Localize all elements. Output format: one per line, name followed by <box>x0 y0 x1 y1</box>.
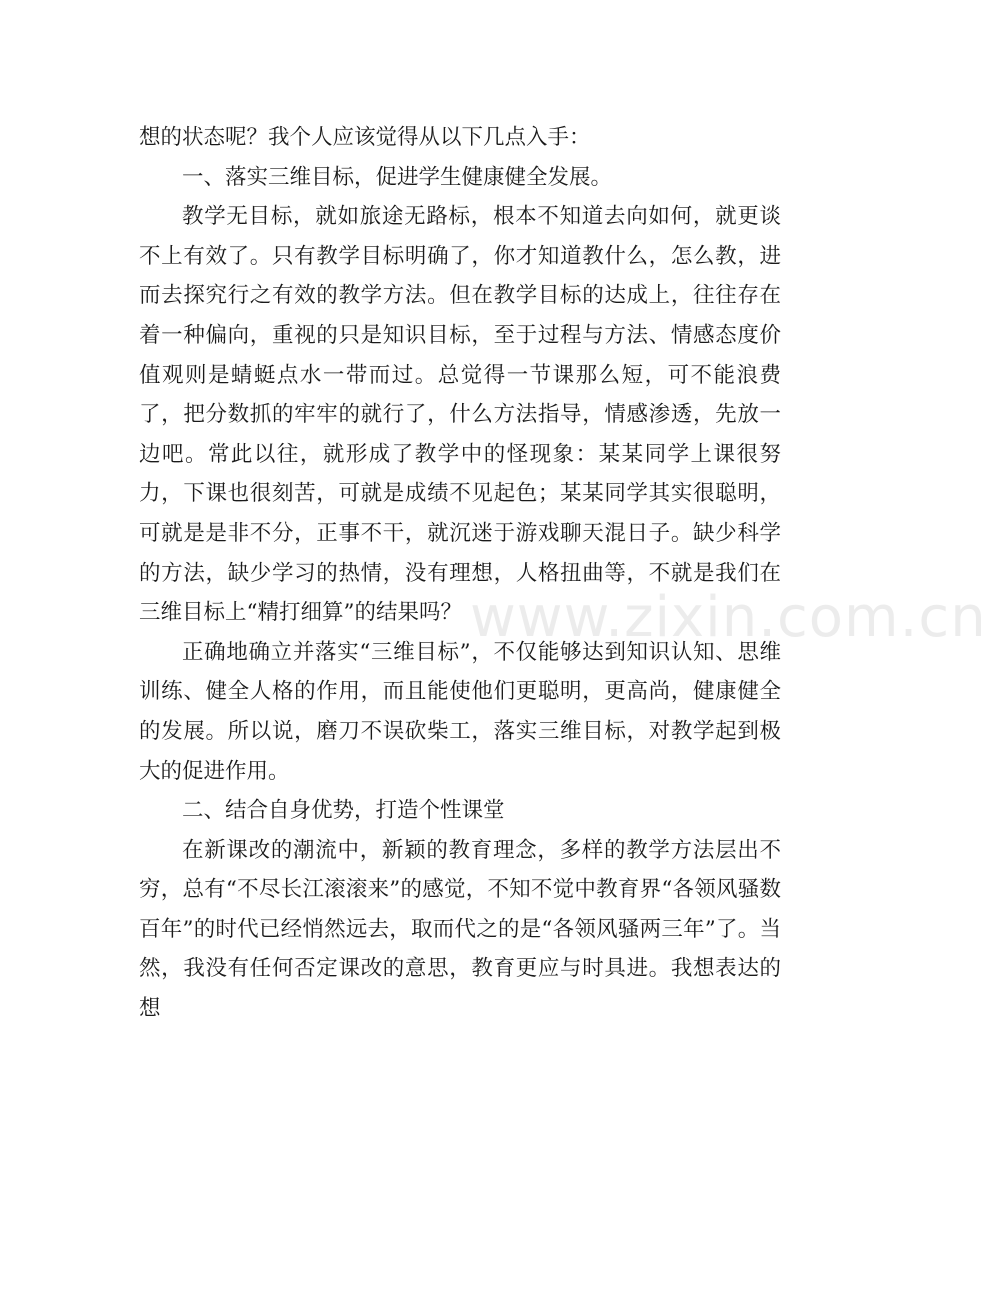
paragraph-three-dimensional-goals: 正确地确立并落实“三维目标”，不仅能够达到知识认知、思维训练、健全人格的作用，而且能使他们更聪明，更高尚，健康健全的发展。所以说，磨刀不误砍柴工，落实三维目标，对教学起到极大的促进作用。 <box>139 639 781 784</box>
heading-section-one: 一、落实三维目标，促进学生健康健全发展。 <box>182 164 613 190</box>
body-text <box>139 118 781 1029</box>
paragraph-teaching-goals: 教学无目标，就如旅途无路标，根本不知道去向如何，就更谈不上有效了。只有教学目标明确了，你才知道教什么，怎么教，进而去探究行之有效的教学方法。但在教学目标的达成上，往往存在着一种偏向，重视的只是知识目标，至于过程与方法、情感态度价值观则是蜻蜓点水一带而过。总觉得一节课那么短，可不能浪费了，把分数抓的牢牢的就行了，什么方法指导，情感渗透，先放一边吧。常此以往，就形成了教学中的怪现象：某某同学上课很努力，下课也很刻苦，可就是成绩不见起色；某某同学其实很聪明，可就是是非不分，正事不干，就沉迷于游戏聊天混日子。缺少科学的方法，缺少学习的热情，没有理想，人格扭曲等，不就是我们在三维目标上“精打细算”的结果吗？ <box>139 204 781 626</box>
paragraph-new-curriculum: 在新课改的潮流中，新颖的教育理念，多样的教学方法层出不穷，总有“不尽长江滚滚来”的感觉，不知不觉中教育界“各领风骚数百年”的时代已经悄然远去，取而代之的是“各领风骚两三年”了。当然，我没有任何否定课改的意思，教育更应与时具进。我想表达的想 <box>139 837 781 1022</box>
paragraph-intro-continuation: 想的状态呢？我个人应该觉得从以下几点入手： <box>139 125 591 150</box>
heading-section-two: 二、结合自身优势，打造个性课堂 <box>182 798 505 824</box>
watermark-text: www.zixin.com.cn <box>470 585 987 650</box>
